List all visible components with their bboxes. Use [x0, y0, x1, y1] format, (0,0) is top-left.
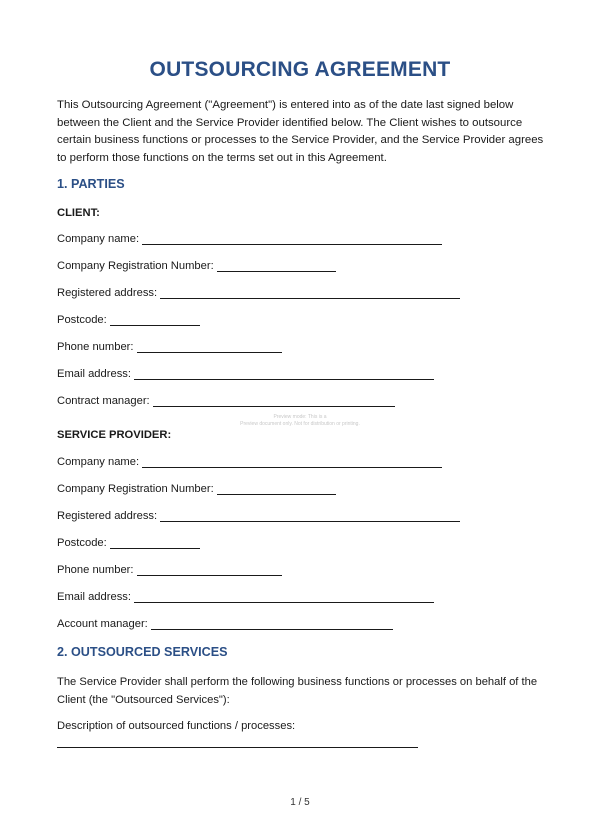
section-parties-heading: 1. PARTIES	[57, 177, 125, 191]
client-registered-address-field[interactable]	[57, 286, 460, 302]
provider-registered-address-field[interactable]	[57, 509, 460, 525]
provider-email-address-field[interactable]	[57, 590, 434, 606]
outsourced-services-paragraph: The Service Provider shall perform the following business functions or processes on behalf of the Client (the "Outsourced Services"):	[57, 676, 538, 706]
blank-line[interactable]	[137, 340, 282, 353]
field-label: Account manager:	[57, 618, 148, 630]
field-label: Registered address:	[57, 510, 158, 522]
field-label: Postcode:	[57, 537, 107, 549]
client-heading: CLIENT:	[57, 207, 100, 219]
page-number: 1 / 5	[290, 797, 310, 808]
blank-line[interactable]	[142, 232, 442, 245]
blank-line[interactable]	[134, 367, 434, 380]
field-label: Contract manager:	[57, 395, 150, 407]
preview-watermark	[235, 414, 365, 428]
blank-line[interactable]	[160, 509, 460, 522]
provider-registration-number-field[interactable]	[57, 482, 336, 498]
client-phone-number-field[interactable]	[57, 340, 282, 356]
field-label: Registered address:	[57, 287, 158, 299]
provider-account-manager-field[interactable]	[57, 617, 393, 633]
client-registration-number-field[interactable]	[57, 259, 336, 275]
blank-line[interactable]	[110, 313, 200, 326]
field-label: Phone number:	[57, 341, 134, 353]
client-company-name-field[interactable]	[57, 232, 442, 248]
description-label: Description of outsourced functions / processes:	[57, 720, 296, 732]
client-email-address-field[interactable]	[57, 367, 434, 383]
blank-line[interactable]	[142, 455, 442, 468]
service-provider-heading: SERVICE PROVIDER:	[57, 429, 172, 441]
blank-line[interactable]	[137, 563, 282, 576]
field-label: Email address:	[57, 591, 131, 603]
blank-line[interactable]	[153, 394, 395, 407]
intro-paragraph: This Outsourcing Agreement ("Agreement") is entered into as of the date last signed below between the Client and the Service Provider identified below. The Client wishes to outsource certain business functions or processes to the Service Provider, and the Service Provider agrees to perform those functions on the terms set out in this Agreement.	[57, 99, 544, 164]
blank-line[interactable]	[160, 286, 460, 299]
provider-phone-number-field[interactable]	[57, 563, 282, 579]
blank-line[interactable]	[134, 590, 434, 603]
watermark-line-2: Preview document only. Not for distribution or printing.	[240, 421, 360, 427]
watermark-line-1: Preview mode: This is a	[273, 414, 327, 420]
field-label: Postcode:	[57, 314, 107, 326]
blank-line[interactable]	[217, 259, 336, 272]
field-label: Email address:	[57, 368, 131, 380]
description-blank-line[interactable]	[57, 747, 418, 748]
document-title: OUTSOURCING AGREEMENT	[149, 58, 451, 81]
client-contract-manager-field[interactable]	[57, 394, 395, 410]
field-label: Phone number:	[57, 564, 134, 576]
client-postcode-field[interactable]	[57, 313, 200, 329]
blank-line[interactable]	[110, 536, 200, 549]
field-label: Company name:	[57, 233, 140, 245]
provider-postcode-field[interactable]	[57, 536, 200, 552]
field-label: Company Registration Number:	[57, 483, 214, 495]
provider-company-name-field[interactable]	[57, 455, 442, 471]
field-label: Company Registration Number:	[57, 260, 214, 272]
blank-line[interactable]	[217, 482, 336, 495]
section-outsourced-services-heading: 2. OUTSOURCED SERVICES	[57, 645, 228, 659]
blank-line[interactable]	[151, 617, 393, 630]
field-label: Company name:	[57, 456, 140, 468]
